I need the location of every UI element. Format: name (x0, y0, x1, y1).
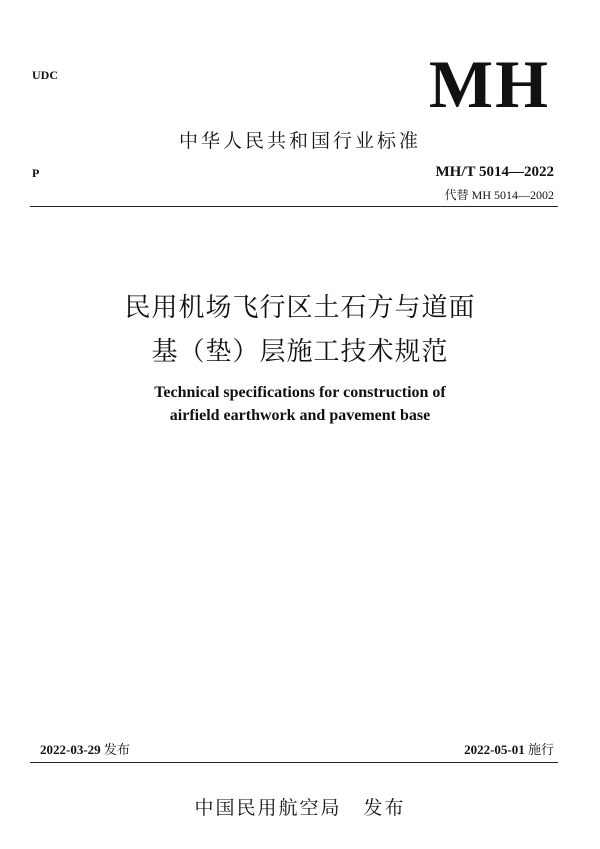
issue-date: 2022-03-29 (40, 742, 101, 757)
publisher-line (0, 793, 600, 820)
title-chinese-line-2: 基（垫）层施工技术规范 (151, 337, 449, 367)
publish-label: 发布 (363, 797, 406, 819)
top-divider (30, 206, 558, 207)
mh-logo: MH (428, 46, 550, 122)
bottom-divider (30, 762, 558, 763)
implement-date: 2022-05-01 (464, 742, 525, 757)
implement-date-block (464, 739, 554, 758)
udc-label: UDC (32, 68, 58, 82)
publisher-name: 中国民用航空局 (194, 797, 342, 819)
title-english-line-2: airfield earthwork and pavement base (169, 407, 431, 424)
title-english (0, 381, 600, 427)
issue-date-block (40, 739, 130, 758)
implement-label: 施行 (527, 743, 554, 758)
title-chinese-line-1: 民用机场飞行区土石方与道面 (124, 293, 476, 323)
issue-label: 发布 (103, 743, 130, 758)
standard-type: 中华人民共和国行业标准 (178, 130, 421, 152)
title-chinese (0, 286, 600, 374)
standard-code: MH/T 5014—2022 (435, 164, 554, 180)
replaces-standard: 代替 MH 5014—2002 (444, 188, 554, 202)
classification-code: P (32, 166, 40, 180)
title-english-line-1: Technical specifications for construction of (154, 384, 446, 401)
